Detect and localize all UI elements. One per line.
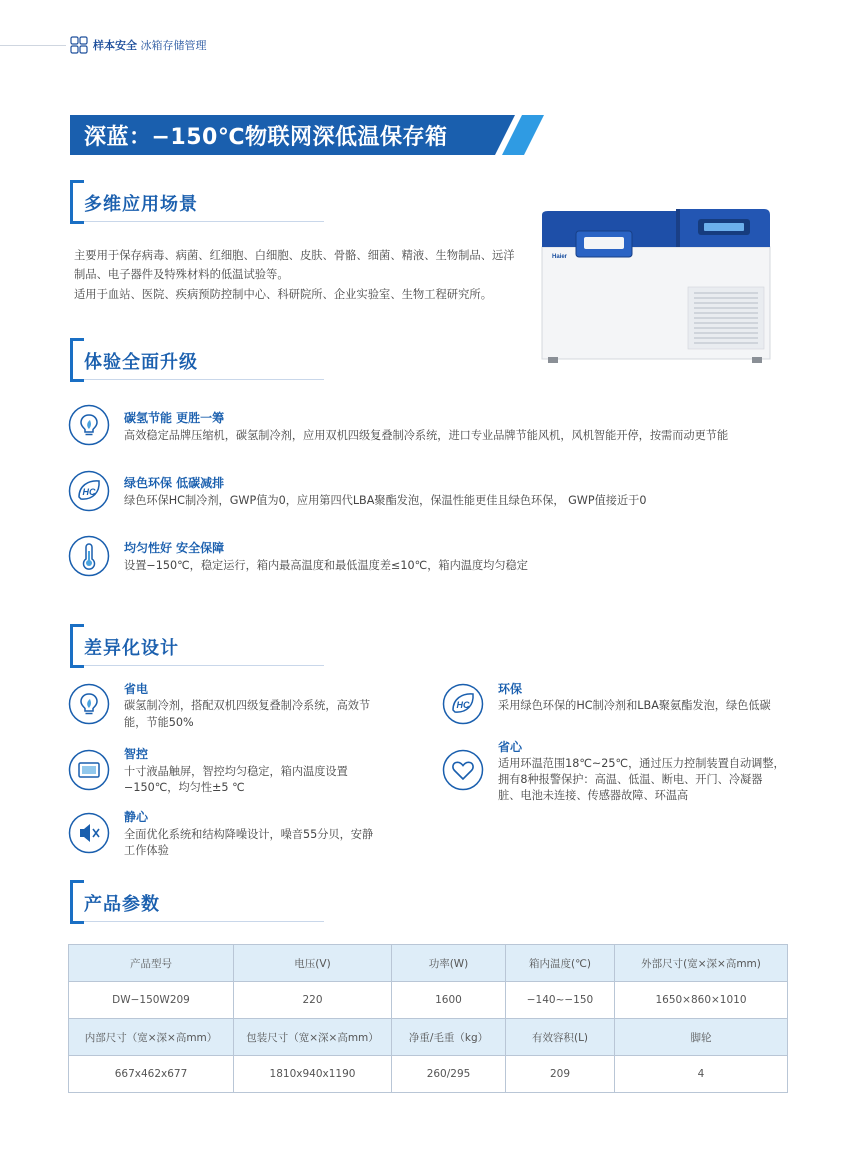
scenarios-line-2: 制品、电子器件及特殊材料的低温试验等。 [74,268,289,281]
bulb-icon [68,683,110,725]
table-header-cell: 有效容积(L) [506,1019,615,1056]
table-header-cell: 电压(V) [234,945,392,982]
hc-leaf-icon [68,470,110,512]
bulb-icon [68,404,110,446]
touchscreen-icon [68,749,110,791]
page-header [0,30,860,62]
upgrade-item-text: 绿色环保HC制冷剂，GWP值为0，应用第四代LBA聚酯发泡，保温性能更佳且绿色环保， GWP值接近于0 [124,494,647,507]
section-params-heading [70,880,330,930]
mute-speaker-icon [68,812,110,854]
upgrade-item-text: 设置−150℃，稳定运行，箱内最高温度和最低温度差≤10℃，箱内温度均匀稳定 [124,559,528,572]
chest-freezer-image [538,205,774,365]
design-smart-line-1: 十寸液晶触屏，智控均匀稳定，箱内温度设置 [124,765,348,778]
table-cell: 1600 [392,982,506,1019]
table-header-cell: 脚轮 [615,1019,788,1056]
section-title: 多维应用场景 [84,194,198,215]
page-title: 深蓝：−150℃物联网深低温保存箱 [84,125,448,150]
table-header-cell: 内部尺寸（宽×深×高mm） [69,1019,234,1056]
table-row [69,1056,788,1093]
header-label [93,37,207,53]
design-eco-title: 环保 [498,682,523,696]
table-cell: 1650×860×1010 [615,982,788,1019]
upgrade-item-title: 均匀性好 安全保障 [124,541,225,555]
header-light-text: 冰箱存储管理 [140,39,207,52]
heading-underline [84,221,324,222]
table-cell: 209 [506,1056,615,1093]
heading-bracket [70,338,84,382]
design-smart-line-2: −150℃，均匀性±5 ℃ [124,781,245,794]
section-scenarios-heading [70,180,330,230]
design-care-line-1: 适用环温范围18℃~25℃，通过压力控制装置自动调整， [498,757,785,770]
section-title: 产品参数 [84,894,160,915]
table-header-cell: 净重/毛重（kg） [392,1019,506,1056]
table-header-cell: 产品型号 [69,945,234,982]
design-power-title: 省电 [124,682,149,696]
section-title: 差异化设计 [84,638,179,659]
header-divider [0,45,66,46]
design-quiet-line-1: 全面优化系统和结构降噪设计，噪音55分贝，安静 [124,828,374,841]
svg-text:HC: HC [82,487,96,497]
design-power-line-1: 碳氢制冷剂，搭配双机四级复叠制冷系统，高效节 [124,699,371,712]
heart-icon [442,749,484,791]
table-row [69,982,788,1019]
design-care-title: 省心 [498,740,523,754]
table-header-row [69,945,788,982]
hc-leaf-icon [442,683,484,725]
upgrade-item-title: 碳氢节能 更胜一筹 [124,411,225,425]
design-care-line-3: 脏、电池未连接、传感器故障、环温高 [498,789,689,802]
table-header-cell: 功率(W) [392,945,506,982]
table-cell: 667x462x677 [69,1056,234,1093]
design-quiet-title: 静心 [124,810,149,824]
design-care-line-2: 拥有8种报警保护：高温、低温、断电、开门、冷凝器 [498,773,763,786]
table-cell: 1810x940x1190 [234,1056,392,1093]
heading-underline [84,921,324,922]
table-cell: 260/295 [392,1056,506,1093]
section-upgrade-heading [70,338,330,388]
section-design-heading [70,624,330,674]
design-power-line-2: 能，节能50% [124,716,194,729]
thermometer-icon [68,535,110,577]
table-header-cell: 外部尺寸(宽×深×高mm) [615,945,788,982]
scenarios-line-1: 主要用于保存病毒、病菌、红细胞、白细胞、皮肤、骨骼、细菌、精液、生物制品、远洋 [74,249,515,262]
upgrade-item-text: 高效稳定品牌压缩机，碳氢制冷剂，应用双机四级复叠制冷系统，进口专业品牌节能风机，风机智能开停，按需而动更节能 [124,429,729,442]
table-header-cell: 包装尺寸（宽×深×高mm） [234,1019,392,1056]
heading-underline [84,665,324,666]
section-title: 体验全面升级 [84,352,198,373]
heading-bracket [70,880,84,924]
heading-bracket [70,180,84,224]
params-table [68,944,788,1093]
header-strong-text: 样本安全 [93,39,137,52]
design-eco-line-1: 采用绿色环保的HC制冷剂和LBA聚氨酯发泡，绿色低碳 [498,699,771,712]
design-smart-title: 智控 [124,747,149,761]
table-cell: 4 [615,1056,788,1093]
heading-underline [84,379,324,380]
table-cell: 220 [234,982,392,1019]
design-quiet-line-2: 工作体验 [124,844,169,857]
table-header-cell: 箱内温度(℃) [506,945,615,982]
table-cell: DW−150W209 [69,982,234,1019]
svg-text:Haier: Haier [552,254,568,260]
table-cell: −140~−150 [506,982,615,1019]
svg-text:HC: HC [456,700,470,710]
grid-logo-icon [70,36,88,54]
scenarios-line-3: 适用于血站、医院、疾病预防控制中心、科研院所、企业实验室、生物工程研究所。 [74,288,492,301]
title-banner [70,115,550,155]
table-header-row [69,1019,788,1056]
upgrade-item-title: 绿色环保 低碳减排 [124,476,225,490]
heading-bracket [70,624,84,668]
